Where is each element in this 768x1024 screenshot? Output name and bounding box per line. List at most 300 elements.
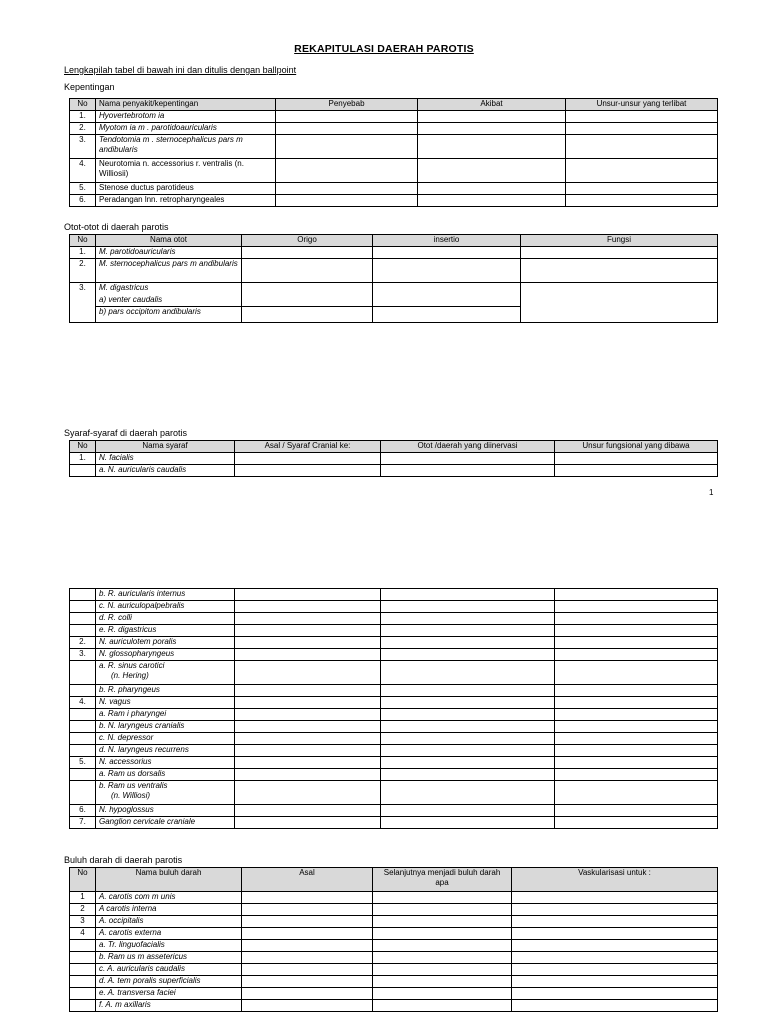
empty-cell[interactable] bbox=[418, 195, 566, 207]
row-number: 2. bbox=[70, 123, 96, 135]
empty-cell[interactable] bbox=[555, 685, 718, 697]
empty-cell[interactable] bbox=[373, 988, 512, 1000]
empty-cell[interactable] bbox=[276, 159, 418, 183]
empty-cell[interactable] bbox=[381, 817, 555, 829]
row-name bbox=[96, 625, 235, 637]
row-name bbox=[96, 904, 242, 916]
empty-cell[interactable] bbox=[242, 259, 373, 283]
table-row bbox=[70, 988, 718, 1000]
empty-cell[interactable] bbox=[555, 757, 718, 769]
row-number: 1. bbox=[70, 453, 96, 465]
row-name bbox=[96, 745, 235, 757]
row-name bbox=[96, 601, 235, 613]
row-name-line: b. N. laryngeus cranialis bbox=[99, 721, 185, 730]
col-header: Nama buluh darah bbox=[96, 868, 242, 892]
row-number: 3. bbox=[70, 283, 96, 323]
table-row bbox=[70, 721, 718, 733]
col-header: Selanjutnya menjadi buluh darah apa bbox=[373, 868, 512, 892]
empty-cell[interactable] bbox=[242, 247, 373, 259]
col-header: Asal bbox=[242, 868, 373, 892]
buluh-heading: Buluh darah di daerah parotis bbox=[64, 855, 183, 865]
empty-cell[interactable] bbox=[235, 649, 381, 661]
col-header: Vaskularisasi untuk : bbox=[512, 868, 718, 892]
row-name-line: A carotis interna bbox=[99, 904, 157, 913]
table-row bbox=[70, 805, 718, 817]
empty-cell[interactable] bbox=[242, 952, 373, 964]
empty-cell[interactable] bbox=[381, 733, 555, 745]
table-row bbox=[70, 111, 718, 123]
page-title: REKAPITULASI DAERAH PAROTIS bbox=[294, 43, 474, 55]
row-name bbox=[96, 769, 235, 781]
row-name bbox=[96, 805, 235, 817]
row-number bbox=[70, 589, 96, 601]
table-row bbox=[70, 952, 718, 964]
empty-cell[interactable] bbox=[418, 111, 566, 123]
empty-cell[interactable] bbox=[373, 952, 512, 964]
empty-cell[interactable] bbox=[235, 589, 381, 601]
empty-cell[interactable] bbox=[512, 952, 718, 964]
col-header: No bbox=[70, 441, 96, 453]
empty-cell[interactable] bbox=[566, 159, 718, 183]
table-row bbox=[70, 976, 718, 988]
row-name-line: d. N. laryngeus recurrens bbox=[99, 745, 189, 754]
empty-cell[interactable] bbox=[235, 733, 381, 745]
empty-cell[interactable] bbox=[235, 805, 381, 817]
empty-cell[interactable] bbox=[555, 709, 718, 721]
empty-cell[interactable] bbox=[512, 892, 718, 904]
empty-cell[interactable] bbox=[242, 283, 373, 307]
empty-cell[interactable] bbox=[555, 465, 718, 477]
row-number bbox=[70, 769, 96, 781]
row-name bbox=[96, 649, 235, 661]
empty-cell[interactable] bbox=[276, 183, 418, 195]
empty-cell[interactable] bbox=[512, 988, 718, 1000]
row-name bbox=[96, 940, 242, 952]
row-number bbox=[70, 685, 96, 697]
row-number bbox=[70, 1000, 96, 1012]
empty-cell[interactable] bbox=[555, 697, 718, 709]
row-name: Neurotomia n. accessorius r. ventralis (n. Williosii) bbox=[96, 159, 276, 183]
empty-cell[interactable] bbox=[381, 781, 555, 805]
empty-cell[interactable] bbox=[373, 259, 521, 283]
row-number: 5. bbox=[70, 183, 96, 195]
table-row bbox=[70, 781, 718, 805]
row-name: M. digastricus bbox=[96, 283, 242, 295]
row-number bbox=[70, 964, 96, 976]
empty-cell[interactable] bbox=[381, 721, 555, 733]
table-row bbox=[70, 601, 718, 613]
empty-cell[interactable] bbox=[381, 453, 555, 465]
empty-cell[interactable] bbox=[418, 135, 566, 159]
syaraf-table bbox=[69, 440, 718, 477]
empty-cell[interactable] bbox=[555, 817, 718, 829]
row-number: 3 bbox=[70, 916, 96, 928]
col-header: Origo bbox=[242, 235, 373, 247]
row-number bbox=[70, 952, 96, 964]
empty-cell[interactable] bbox=[381, 637, 555, 649]
empty-cell[interactable] bbox=[555, 769, 718, 781]
otot-heading: Otot-otot di daerah parotis bbox=[64, 222, 169, 232]
empty-cell[interactable] bbox=[235, 817, 381, 829]
table-row bbox=[70, 453, 718, 465]
empty-cell[interactable] bbox=[242, 916, 373, 928]
empty-cell[interactable] bbox=[373, 247, 521, 259]
row-name bbox=[96, 589, 235, 601]
row-name-line: b. Ram us m assetericus bbox=[99, 952, 188, 961]
row-name-line: c. N. auriculopalpebralis bbox=[99, 601, 185, 610]
row-name-line: a. Ram i pharyngei bbox=[99, 709, 167, 718]
row-number: 1. bbox=[70, 111, 96, 123]
empty-cell[interactable] bbox=[373, 892, 512, 904]
row-number: 2. bbox=[70, 259, 96, 283]
empty-cell[interactable] bbox=[242, 988, 373, 1000]
empty-cell[interactable] bbox=[242, 904, 373, 916]
row-name-line: a. R. sinus carotici bbox=[99, 661, 165, 670]
empty-cell[interactable] bbox=[512, 964, 718, 976]
syaraf-heading: Syaraf-syaraf di daerah parotis bbox=[64, 428, 188, 438]
table-row bbox=[70, 649, 718, 661]
col-header: Penyebab bbox=[276, 99, 418, 111]
row-name-line: A. carotis com m unis bbox=[99, 892, 176, 901]
row-name-line: N. accessorius bbox=[99, 757, 152, 766]
empty-cell[interactable] bbox=[235, 697, 381, 709]
page-number: 1 bbox=[709, 488, 714, 497]
row-name: a. N. auricularis caudalis bbox=[96, 465, 235, 477]
empty-cell[interactable] bbox=[235, 613, 381, 625]
empty-cell[interactable] bbox=[566, 135, 718, 159]
row-name: Myotom ia m . parotidoauricularis bbox=[96, 123, 276, 135]
table-row bbox=[70, 613, 718, 625]
row-name bbox=[96, 685, 235, 697]
row-name bbox=[96, 781, 235, 805]
row-name-line: N. hypoglossus bbox=[99, 805, 154, 814]
empty-cell[interactable] bbox=[381, 697, 555, 709]
col-header: Akibat bbox=[418, 99, 566, 111]
empty-cell[interactable] bbox=[418, 123, 566, 135]
col-header: Nama syaraf bbox=[96, 441, 235, 453]
empty-cell[interactable] bbox=[381, 757, 555, 769]
col-header: No bbox=[70, 99, 96, 111]
table-row bbox=[70, 928, 718, 940]
empty-cell[interactable] bbox=[521, 283, 718, 323]
otot-table bbox=[69, 234, 718, 323]
row-name-line: b. R. pharyngeus bbox=[99, 685, 160, 694]
empty-cell[interactable] bbox=[512, 1000, 718, 1012]
empty-cell[interactable] bbox=[276, 111, 418, 123]
row-name-line: A. occipitalis bbox=[99, 916, 144, 925]
empty-cell[interactable] bbox=[566, 183, 718, 195]
empty-cell[interactable] bbox=[235, 661, 381, 685]
col-header: Nama otot bbox=[96, 235, 242, 247]
table-row bbox=[70, 183, 718, 195]
empty-cell[interactable] bbox=[242, 964, 373, 976]
row-name-line: N. auriculotem poralis bbox=[99, 637, 177, 646]
row-name bbox=[96, 892, 242, 904]
empty-cell[interactable] bbox=[242, 928, 373, 940]
row-name bbox=[96, 637, 235, 649]
empty-cell[interactable] bbox=[235, 721, 381, 733]
row-number bbox=[70, 745, 96, 757]
row-name: Hyovertebrotom ia bbox=[96, 111, 276, 123]
row-name: a) venter caudalis bbox=[96, 295, 242, 307]
empty-cell[interactable] bbox=[566, 195, 718, 207]
empty-cell[interactable] bbox=[373, 1000, 512, 1012]
row-number: 2. bbox=[70, 637, 96, 649]
row-name bbox=[96, 817, 235, 829]
row-number bbox=[70, 661, 96, 685]
table-row bbox=[70, 916, 718, 928]
syaraf-table-continued bbox=[69, 588, 718, 829]
table-row bbox=[70, 733, 718, 745]
empty-cell[interactable] bbox=[235, 637, 381, 649]
table-row bbox=[70, 661, 718, 685]
empty-cell[interactable] bbox=[242, 976, 373, 988]
row-number: 6. bbox=[70, 195, 96, 207]
empty-cell[interactable] bbox=[555, 781, 718, 805]
row-number: 3. bbox=[70, 135, 96, 159]
table-row bbox=[70, 745, 718, 757]
empty-cell[interactable] bbox=[381, 465, 555, 477]
empty-cell[interactable] bbox=[235, 781, 381, 805]
empty-cell[interactable] bbox=[381, 709, 555, 721]
empty-cell[interactable] bbox=[418, 159, 566, 183]
row-number bbox=[70, 721, 96, 733]
empty-cell[interactable] bbox=[566, 123, 718, 135]
col-header: Unsur-unsur yang terlibat bbox=[566, 99, 718, 111]
row-number bbox=[70, 601, 96, 613]
row-name: b) pars occipitom andibularis bbox=[96, 307, 242, 323]
empty-cell[interactable] bbox=[555, 649, 718, 661]
empty-cell[interactable] bbox=[512, 904, 718, 916]
row-name-line: f. A. m axillaris bbox=[99, 1000, 151, 1009]
empty-cell[interactable] bbox=[555, 613, 718, 625]
empty-cell[interactable] bbox=[381, 589, 555, 601]
row-number: 3. bbox=[70, 649, 96, 661]
row-name: M. sternocephalicus pars m andibularis bbox=[96, 259, 242, 283]
instruction-text: Lengkapilah tabel di bawah ini dan ditulis dengan ballpoint bbox=[64, 65, 297, 75]
row-number bbox=[70, 465, 96, 477]
empty-cell[interactable] bbox=[555, 805, 718, 817]
row-name-line: b. R. auricularis internus bbox=[99, 589, 186, 598]
row-name-line: Ganglion cervicale craniale bbox=[99, 817, 196, 826]
row-name-line: a. Ram us dorsalis bbox=[99, 769, 166, 778]
empty-cell[interactable] bbox=[276, 123, 418, 135]
empty-cell[interactable] bbox=[555, 637, 718, 649]
row-name bbox=[96, 697, 235, 709]
row-number bbox=[70, 709, 96, 721]
buluh-table bbox=[69, 867, 718, 1012]
row-number: 6. bbox=[70, 805, 96, 817]
row-name-line: A. carotis externa bbox=[99, 928, 162, 937]
table-row bbox=[70, 817, 718, 829]
table-row bbox=[70, 709, 718, 721]
row-name-line: e. A. transversa faciei bbox=[99, 988, 176, 997]
empty-cell[interactable] bbox=[512, 940, 718, 952]
col-header: Unsur fungsional yang dibawa bbox=[555, 441, 718, 453]
empty-cell[interactable] bbox=[235, 601, 381, 613]
empty-cell[interactable] bbox=[381, 805, 555, 817]
empty-cell[interactable] bbox=[555, 625, 718, 637]
empty-cell[interactable] bbox=[242, 940, 373, 952]
row-name bbox=[96, 916, 242, 928]
table-row bbox=[70, 904, 718, 916]
row-name bbox=[96, 721, 235, 733]
empty-cell[interactable] bbox=[512, 916, 718, 928]
empty-cell[interactable] bbox=[242, 892, 373, 904]
table-row bbox=[70, 892, 718, 904]
empty-cell[interactable] bbox=[373, 928, 512, 940]
table-row bbox=[70, 940, 718, 952]
row-name bbox=[96, 928, 242, 940]
empty-cell[interactable] bbox=[566, 111, 718, 123]
col-header: Asal / Syaraf Cranial ke: bbox=[235, 441, 381, 453]
empty-cell[interactable] bbox=[242, 307, 373, 323]
row-name: Tendotomia m . sternocephalicus pars m andibularis bbox=[96, 135, 276, 159]
table-row bbox=[70, 685, 718, 697]
empty-cell[interactable] bbox=[235, 757, 381, 769]
empty-cell[interactable] bbox=[235, 769, 381, 781]
row-name bbox=[96, 709, 235, 721]
empty-cell[interactable] bbox=[381, 661, 555, 685]
empty-cell[interactable] bbox=[381, 685, 555, 697]
kepentingan-table bbox=[69, 98, 718, 207]
row-name bbox=[96, 757, 235, 769]
empty-cell[interactable] bbox=[242, 1000, 373, 1012]
empty-cell[interactable] bbox=[235, 745, 381, 757]
table-row bbox=[70, 589, 718, 601]
empty-cell[interactable] bbox=[555, 453, 718, 465]
row-number: 1. bbox=[70, 247, 96, 259]
row-name bbox=[96, 952, 242, 964]
empty-cell[interactable] bbox=[555, 661, 718, 685]
empty-cell[interactable] bbox=[555, 733, 718, 745]
row-number bbox=[70, 613, 96, 625]
table-row bbox=[70, 757, 718, 769]
empty-cell[interactable] bbox=[373, 904, 512, 916]
empty-cell[interactable] bbox=[276, 135, 418, 159]
empty-cell[interactable] bbox=[555, 745, 718, 757]
col-header: No bbox=[70, 235, 96, 247]
row-name-line: N. glossopharyngeus bbox=[99, 649, 175, 658]
empty-cell[interactable] bbox=[373, 916, 512, 928]
empty-cell[interactable] bbox=[373, 976, 512, 988]
empty-cell[interactable] bbox=[235, 709, 381, 721]
table-row bbox=[70, 964, 718, 976]
empty-cell[interactable] bbox=[555, 721, 718, 733]
empty-cell[interactable] bbox=[381, 613, 555, 625]
row-number bbox=[70, 733, 96, 745]
kepentingan-heading: Kepentingan bbox=[64, 82, 115, 92]
row-name bbox=[96, 613, 235, 625]
table-row bbox=[70, 625, 718, 637]
row-name bbox=[96, 988, 242, 1000]
row-name bbox=[96, 964, 242, 976]
row-number: 2 bbox=[70, 904, 96, 916]
row-name: Stenose ductus parotideus bbox=[96, 183, 276, 195]
col-header: No bbox=[70, 868, 96, 892]
row-name: M. parotidoauricularis bbox=[96, 247, 242, 259]
table-row bbox=[70, 769, 718, 781]
empty-cell[interactable] bbox=[373, 940, 512, 952]
empty-cell[interactable] bbox=[276, 195, 418, 207]
table-row bbox=[70, 159, 718, 183]
empty-cell[interactable] bbox=[235, 465, 381, 477]
row-number bbox=[70, 781, 96, 805]
col-header: Otot /daerah yang diinervasi bbox=[381, 441, 555, 453]
empty-cell[interactable] bbox=[381, 745, 555, 757]
row-name bbox=[96, 1000, 242, 1012]
empty-cell[interactable] bbox=[381, 625, 555, 637]
row-name bbox=[96, 733, 235, 745]
row-name-line: c. N. depressor bbox=[99, 733, 154, 742]
empty-cell[interactable] bbox=[512, 928, 718, 940]
row-number: 5. bbox=[70, 757, 96, 769]
empty-cell[interactable] bbox=[381, 649, 555, 661]
row-name-line: N. vagus bbox=[99, 697, 131, 706]
empty-cell[interactable] bbox=[512, 976, 718, 988]
row-name-line: (n. Hering) bbox=[111, 671, 149, 680]
empty-cell[interactable] bbox=[373, 964, 512, 976]
table-row bbox=[70, 247, 718, 259]
row-name: Peradangan lnn. retropharyngeales bbox=[96, 195, 276, 207]
row-number: 4. bbox=[70, 697, 96, 709]
row-name-line: c. A. auricularis caudalis bbox=[99, 964, 185, 973]
row-number bbox=[70, 625, 96, 637]
col-header: Fungsi bbox=[521, 235, 718, 247]
row-name-line: a. Tr. linguofacialis bbox=[99, 940, 165, 949]
table-row bbox=[70, 283, 718, 295]
row-number bbox=[70, 988, 96, 1000]
empty-cell[interactable] bbox=[381, 769, 555, 781]
row-name-line: d. R. colli bbox=[99, 613, 132, 622]
table-row bbox=[70, 123, 718, 135]
row-name: N. facialis bbox=[96, 453, 235, 465]
row-number: 1 bbox=[70, 892, 96, 904]
row-name bbox=[96, 661, 235, 685]
table-row bbox=[70, 465, 718, 477]
empty-cell[interactable] bbox=[521, 259, 718, 283]
col-header: Nama penyakit/kepentingan bbox=[96, 99, 276, 111]
table-row bbox=[70, 637, 718, 649]
row-name-line: e. R. digastricus bbox=[99, 625, 157, 634]
empty-cell[interactable] bbox=[235, 625, 381, 637]
row-name-line: d. A. tem poralis superficialis bbox=[99, 976, 201, 985]
table-row bbox=[70, 135, 718, 159]
empty-cell[interactable] bbox=[373, 283, 521, 307]
row-number bbox=[70, 940, 96, 952]
table-row bbox=[70, 697, 718, 709]
row-name-line: b. Ram us ventralis bbox=[99, 781, 168, 790]
empty-cell[interactable] bbox=[235, 685, 381, 697]
table-row bbox=[70, 1000, 718, 1012]
empty-cell[interactable] bbox=[381, 601, 555, 613]
empty-cell[interactable] bbox=[555, 589, 718, 601]
row-number bbox=[70, 976, 96, 988]
empty-cell[interactable] bbox=[521, 247, 718, 259]
empty-cell[interactable] bbox=[235, 453, 381, 465]
row-number: 4. bbox=[70, 159, 96, 183]
empty-cell[interactable] bbox=[373, 307, 521, 323]
col-header: insertio bbox=[373, 235, 521, 247]
empty-cell[interactable] bbox=[418, 183, 566, 195]
empty-cell[interactable] bbox=[555, 601, 718, 613]
row-number: 7. bbox=[70, 817, 96, 829]
row-number: 4 bbox=[70, 928, 96, 940]
table-row bbox=[70, 259, 718, 283]
row-name-line: (n. Williosi) bbox=[111, 791, 151, 800]
row-name bbox=[96, 976, 242, 988]
table-row bbox=[70, 195, 718, 207]
